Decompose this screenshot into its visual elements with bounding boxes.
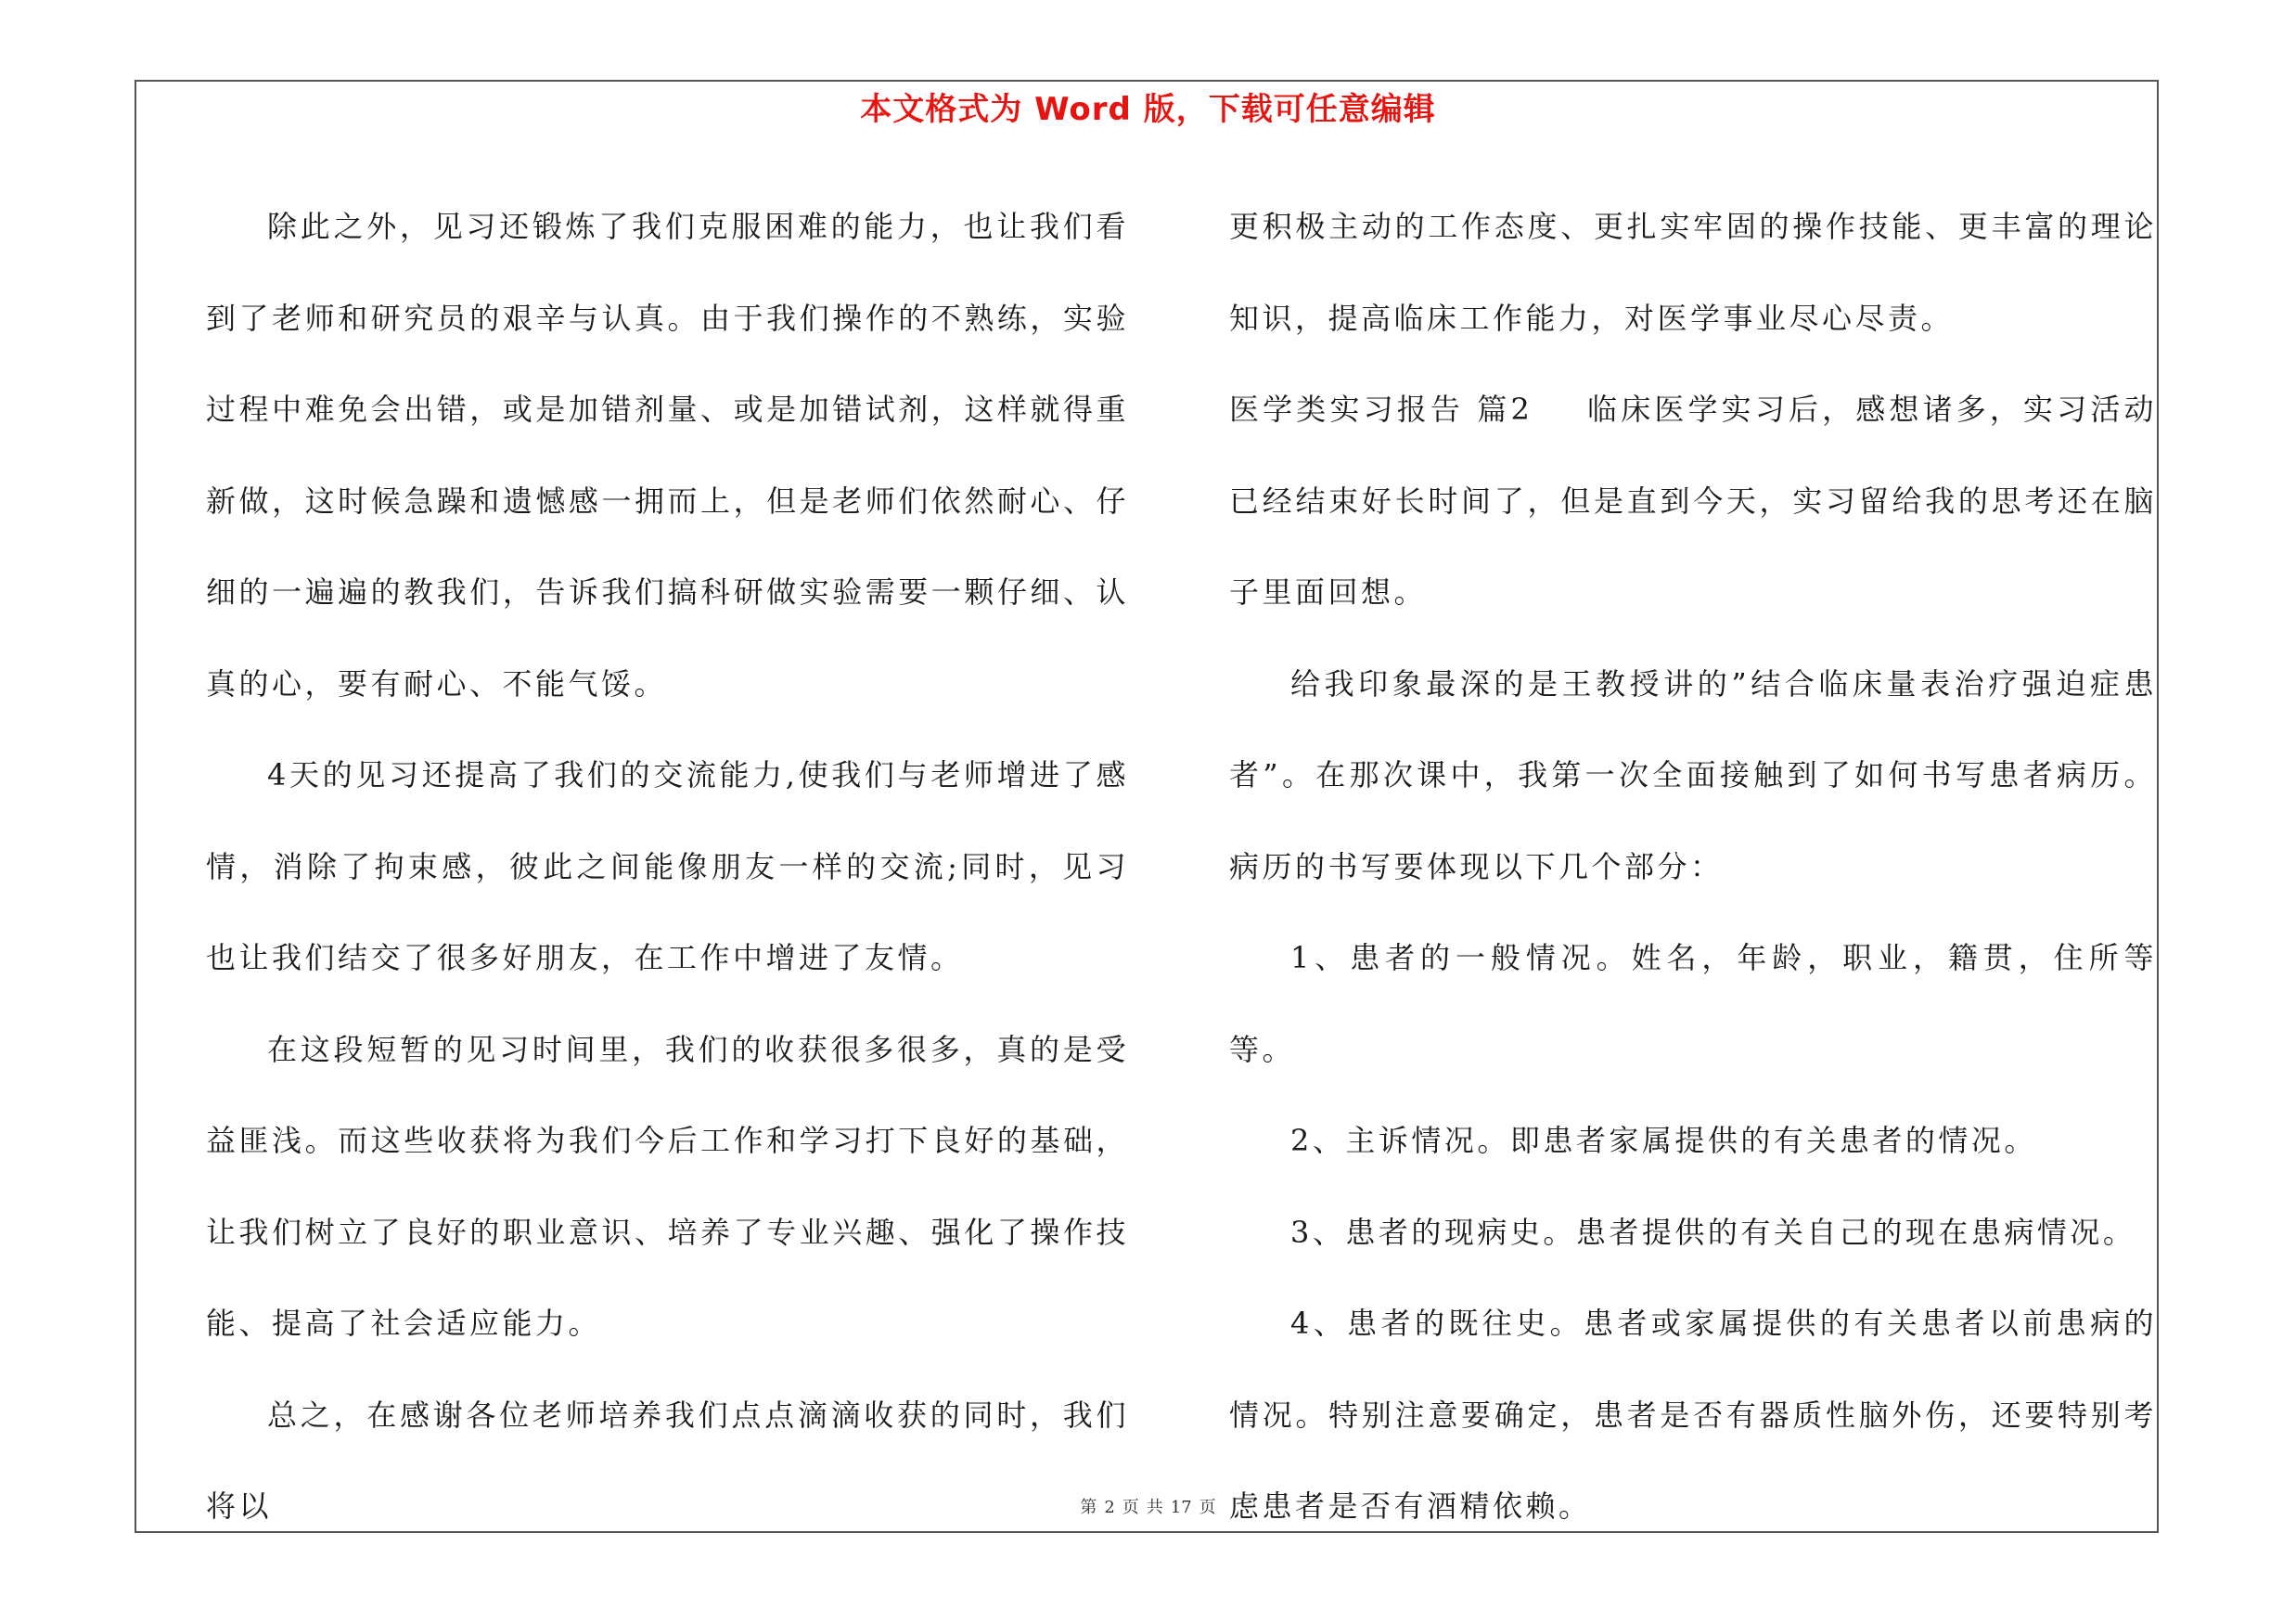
current-page-number: 2 <box>1104 1498 1115 1517</box>
list-item: 4、患者的既往史。患者或家属提供的有关患者以前患病的情况。特别注意要确定，患者是否有器质性脑外伤，还要特别考虑患者是否有酒精依赖。 <box>1229 1306 2157 1524</box>
list-item: 1、患者的一般情况。姓名，年龄，职业，籍贯，住所等等。 <box>1229 940 2157 1067</box>
paragraph: 在这段短暂的见习时间里，我们的收获很多很多，真的是受益匪浅。而这些收获将为我们今后工作和学习打下良好的基础，让我们树立了良好的职业意识、培养了专业兴趣、强化了操作技能、提高了社会适应能力。 <box>206 1031 1129 1341</box>
paragraph: 总之，在感谢各位老师培养我们点点滴滴收获的同时，我们将以 <box>206 1397 1129 1524</box>
footer-prefix: 第 <box>1080 1498 1097 1517</box>
page-number-footer <box>0 1494 2296 1518</box>
section-intro: 临床医学实习后，感想诸多，实习活动已经结束好长时间了，但是直到今天，实习留给我的思考还在脑子里面回想。 <box>1229 392 2157 610</box>
paragraph: 给我印象最深的是王教授讲的”结合临床量表治疗强迫症患者”。在那次课中，我第一次全面接触到了如何书写患者病历。病历的书写要体现以下几个部分： <box>1229 665 2157 884</box>
paragraph: 除此之外，见习还锻炼了我们克服困难的能力，也让我们看到了老师和研究员的艰辛与认真。由于我们操作的不熟练，实验过程中难免会出错，或是加错剂量、或是加错试剂，这样就得重新做，这时候急躁和遗憾感一拥而上，但是老师们依然耐心、仔细的一遍遍的教我们，告诉我们搞科研做实验需要一颗仔细、认真的心，要有耐心、不能气馁。 <box>206 209 1129 702</box>
format-banner: 本文格式为 Word 版，下载可任意编辑 <box>860 91 1436 128</box>
list-item: 3、患者的现病史。患者提供的有关自己的现在患病情况。 <box>1290 1214 2136 1250</box>
right-column <box>1229 181 2157 1552</box>
paragraph: 4天的见习还提高了我们的交流能力,使我们与老师增进了感情，消除了拘束感，彼此之间能像朋友一样的交流;同时，见习也让我们结交了很多好朋友，在工作中增进了友情。 <box>206 757 1129 975</box>
footer-total-prefix: 共 <box>1146 1498 1163 1517</box>
section-paragraph <box>1229 364 2157 638</box>
list-item: 2、主诉情况。即患者家属提供的有关患者的情况。 <box>1290 1123 2037 1158</box>
section-heading: 医学类实习报告 篇2 <box>1229 392 1533 427</box>
paragraph-continuation: 更积极主动的工作态度、更扎实牢固的操作技能、更丰富的理论知识，提高临床工作能力，对医学事业尽心尽责。 <box>1229 209 2157 336</box>
left-column <box>206 181 1129 1552</box>
footer-total-unit: 页 <box>1199 1498 1216 1517</box>
total-page-count: 17 <box>1170 1498 1192 1517</box>
footer-page-unit: 页 <box>1122 1498 1139 1517</box>
